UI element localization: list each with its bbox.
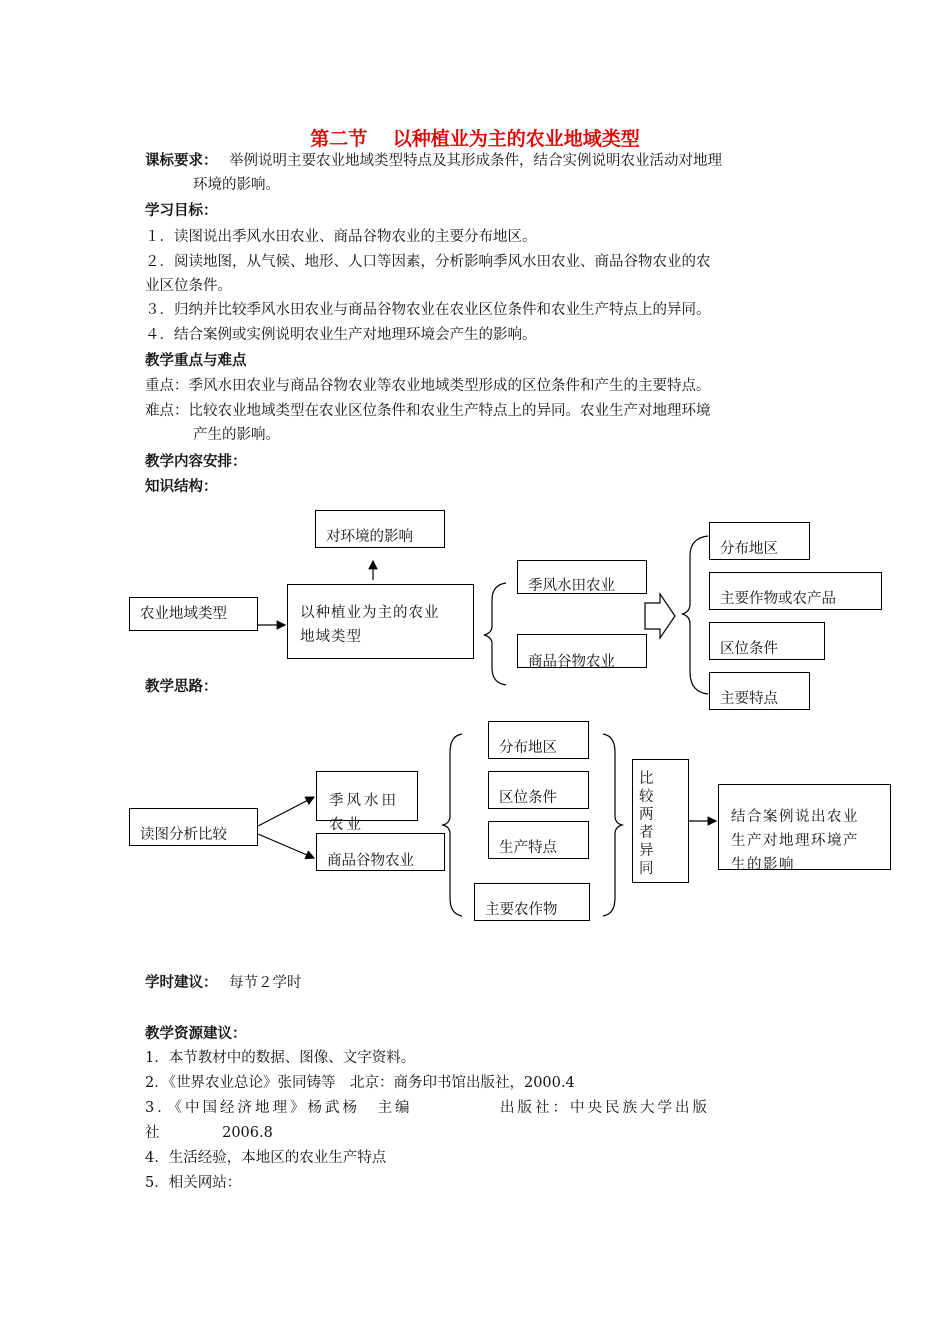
resource-item: 1．本节教材中的数据、图像、文字资料。 [145, 1050, 416, 1066]
focus-difficult-1: 难点：比较农业地域类型在农业区位条件和农业生产特点上的异同。农业生产对地理环境 [145, 403, 711, 419]
item-label: 主要特点 [720, 691, 778, 707]
standard-line-2: 环境的影响。 [193, 177, 280, 193]
hours-value: 每节２学时 [229, 975, 302, 991]
item2-box [488, 821, 589, 859]
conclusion-label-1: 结合案例说出农业 [731, 809, 859, 825]
item2-box [488, 771, 589, 809]
item-label: 区位条件 [720, 641, 778, 657]
focus-difficult-2: 产生的影响。 [193, 427, 280, 443]
item-box [709, 572, 882, 610]
monsoon-label: 季风水田农业 [528, 578, 615, 594]
item-box [709, 522, 810, 560]
center-label-1: 以种植业为主的农业 [300, 605, 440, 621]
focus-label: 教学重点与难点 [145, 353, 247, 369]
hollow-arrow [645, 594, 675, 638]
focus-key: 重点：季风水田农业与商品谷物农业等农业地域类型形成的区位条件和产生的主要特点。 [145, 378, 711, 394]
grain-box [517, 634, 647, 668]
item2-label: 主要农作物 [485, 902, 558, 918]
arrow-read-to-grain [258, 834, 314, 858]
brace-1 [484, 583, 506, 685]
conclusion-label-2: 生产对地理环境产 [731, 833, 859, 849]
item2-label: 生产特点 [499, 840, 557, 856]
center-label-2: 地域类型 [300, 629, 362, 645]
impact-label: 对环境的影响 [326, 529, 413, 545]
grain2-box [316, 833, 445, 871]
compare-box [632, 759, 689, 883]
objective-item: 业区位条件。 [145, 278, 232, 294]
grain-label: 商品谷物农业 [528, 654, 615, 670]
agri-type-label: 农业地域类型 [140, 606, 227, 622]
page-title: 第二节 以种植业为主的农业地域类型 [310, 128, 640, 150]
resources-label: 教学资源建议： [145, 1026, 247, 1042]
objectives-label: 学习目标： [145, 203, 218, 219]
arrangement-label: 教学内容安排： [145, 454, 247, 470]
resource-item: 4．生活经验，本地区的农业生产特点 [145, 1150, 387, 1166]
item2-box [474, 883, 590, 921]
objective-item: １．读图说出季风水田农业、商品谷物农业的主要分布地区。 [145, 229, 537, 245]
objective-item: ４．结合案例或实例说明农业生产对地理环境会产生的影响。 [145, 327, 537, 343]
item2-label: 区位条件 [499, 790, 557, 806]
standard-line-1: 举例说明主要农业地域类型特点及其形成条件，结合实例说明农业活动对地理 [229, 153, 722, 169]
objective-item: ３．归纳并比较季风水田农业与商品谷物农业在农业区位条件和农业生产特点上的异同。 [145, 302, 711, 318]
monsoon2-label-2: 农业 [329, 817, 364, 833]
agri-type-box [129, 597, 258, 631]
grain2-label: 商品谷物农业 [327, 853, 414, 869]
hours-label: 学时建议： [145, 975, 218, 991]
monsoon-box [517, 560, 647, 594]
monsoon2-label-1: 季风水田 [329, 793, 399, 809]
item-box [709, 622, 825, 660]
compare-label: 比较两者异同 [639, 771, 654, 877]
read-label: 读图分析比较 [140, 827, 227, 843]
impact-box [315, 510, 445, 548]
center-box [287, 584, 474, 659]
read-box [129, 808, 258, 846]
conclusion-box [718, 784, 891, 873]
resource-item: 2．《世界农业总论》张同铸等 北京：商务印书馆出版社，2000.4 [145, 1075, 575, 1091]
thinking-label: 教学思路： [145, 679, 218, 695]
objective-item: ２．阅读地图，从气候、地形、人口等因素，分析影响季风水田农业、商品谷物农业的农 [145, 254, 711, 270]
resource-item: 3．《中国经济地理》杨武杨 主编 出版社：中央民族大学出版 [145, 1100, 710, 1116]
resource-item: 5．相关网站： [145, 1175, 242, 1191]
item2-box [488, 721, 589, 759]
conclusion-label-3: 生的影响 [731, 857, 795, 873]
structure-label: 知识结构： [145, 479, 218, 495]
item2-label: 分布地区 [499, 740, 557, 756]
monsoon2-box [316, 771, 418, 833]
item-label: 分布地区 [720, 541, 778, 557]
brace-2 [682, 536, 708, 694]
standard-label: 课标要求： [145, 153, 218, 169]
item-label: 主要作物或农产品 [720, 591, 836, 607]
item-box [709, 672, 810, 710]
brace-4 [603, 734, 622, 916]
resource-item: 社 2006.8 [145, 1125, 273, 1141]
brace-3 [443, 734, 462, 916]
arrow-read-to-monsoon [258, 797, 314, 826]
